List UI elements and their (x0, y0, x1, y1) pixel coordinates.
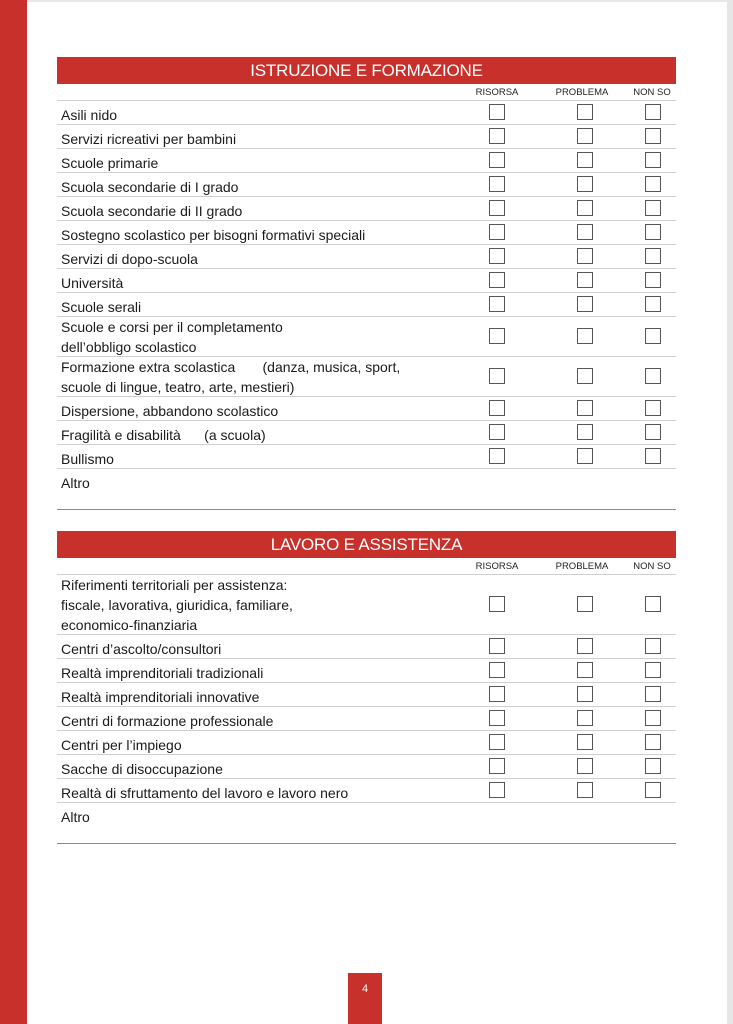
page-top-edge (0, 0, 733, 2)
risorsa-checkbox[interactable] (489, 448, 505, 464)
row-label: Dispersione, abbandono scolastico (61, 403, 279, 419)
non-so-checkbox[interactable] (645, 448, 661, 464)
problema-checkbox[interactable] (577, 638, 593, 654)
non-so-checkbox[interactable] (645, 296, 661, 312)
risorsa-checkbox[interactable] (489, 424, 505, 440)
problema-checkbox[interactable] (577, 248, 593, 264)
non-so-checkbox[interactable] (645, 400, 661, 416)
row-label: Scuola secondarie di I grado (61, 179, 239, 195)
non-so-checkbox[interactable] (645, 782, 661, 798)
problema-checkbox[interactable] (577, 328, 593, 344)
non-so-checkbox[interactable] (645, 686, 661, 702)
row-label: Realtà imprenditoriali tradizionali (61, 665, 264, 681)
question-row (57, 197, 676, 221)
row-label: Servizi di dopo-scuola (61, 251, 198, 267)
section-title: LAVORO E ASSISTENZA (57, 531, 676, 558)
question-row (57, 731, 676, 755)
non-so-checkbox[interactable] (645, 638, 661, 654)
non-so-checkbox[interactable] (645, 710, 661, 726)
problema-checkbox[interactable] (577, 272, 593, 288)
question-row (57, 269, 676, 293)
question-row (57, 149, 676, 173)
column-headers (57, 558, 676, 575)
non-so-checkbox[interactable] (645, 734, 661, 750)
risorsa-checkbox[interactable] (489, 272, 505, 288)
risorsa-checkbox[interactable] (489, 368, 505, 384)
problema-checkbox[interactable] (577, 128, 593, 144)
problema-checkbox[interactable] (577, 686, 593, 702)
question-row (57, 357, 676, 397)
row-label: Scuola secondarie di II grado (61, 203, 243, 219)
question-row (57, 317, 676, 357)
problema-checkbox[interactable] (577, 758, 593, 774)
problema-checkbox[interactable] (577, 368, 593, 384)
problema-checkbox[interactable] (577, 200, 593, 216)
other-label: Altro (61, 475, 90, 491)
column-risorsa: RISORSA (475, 561, 519, 572)
column-risorsa: RISORSA (475, 87, 519, 98)
problema-checkbox[interactable] (577, 448, 593, 464)
non-so-checkbox[interactable] (645, 368, 661, 384)
left-accent-stripe (0, 0, 27, 1024)
row-label: Asili nido (61, 107, 118, 123)
other-row[interactable] (57, 803, 676, 843)
problema-checkbox[interactable] (577, 176, 593, 192)
other-label: Altro (61, 809, 90, 825)
row-label: Centri d’ascolto/consultori (61, 641, 222, 657)
question-row (57, 707, 676, 731)
risorsa-checkbox[interactable] (489, 224, 505, 240)
row-label: Sacche di disoccupazione (61, 761, 223, 777)
page-number: 4 (361, 983, 369, 995)
row-label: Università (61, 275, 124, 291)
risorsa-checkbox[interactable] (489, 128, 505, 144)
non-so-checkbox[interactable] (645, 328, 661, 344)
section-divider (57, 509, 676, 510)
question-row (57, 245, 676, 269)
non-so-checkbox[interactable] (645, 224, 661, 240)
question-row (57, 779, 676, 803)
row-label: Formazione extra scolastica (danza, musica, sport, scuole di lingue, teatro, arte, mestieri) (61, 359, 401, 395)
row-label: Riferimenti territoriali per assistenza: fiscale, lavorativa, giuridica, familiare, economico-finanziaria (61, 577, 293, 633)
risorsa-checkbox[interactable] (489, 596, 505, 612)
problema-checkbox[interactable] (577, 400, 593, 416)
question-row (57, 221, 676, 245)
column-problema: PROBLEMA (555, 561, 609, 572)
section-lavoro (57, 531, 676, 844)
section-divider (57, 843, 676, 844)
risorsa-checkbox[interactable] (489, 662, 505, 678)
row-label: Scuole e corsi per il completamento dell’obbligo scolastico (61, 319, 283, 355)
problema-checkbox[interactable] (577, 104, 593, 120)
section-istruzione (57, 57, 676, 510)
question-row (57, 755, 676, 779)
problema-checkbox[interactable] (577, 224, 593, 240)
problema-checkbox[interactable] (577, 152, 593, 168)
non-so-checkbox[interactable] (645, 128, 661, 144)
column-headers (57, 84, 676, 101)
risorsa-checkbox[interactable] (489, 328, 505, 344)
risorsa-checkbox[interactable] (489, 686, 505, 702)
row-label: Fragilità e disabilità (a scuola) (61, 427, 266, 443)
question-row (57, 683, 676, 707)
row-label: Centri di formazione professionale (61, 713, 274, 729)
risorsa-checkbox[interactable] (489, 152, 505, 168)
question-row (57, 125, 676, 149)
non-so-checkbox[interactable] (645, 104, 661, 120)
question-row (57, 173, 676, 197)
section-title: ISTRUZIONE E FORMAZIONE (57, 57, 676, 84)
problema-checkbox[interactable] (577, 596, 593, 612)
row-label: Centri per l’impiego (61, 737, 182, 753)
problema-checkbox[interactable] (577, 782, 593, 798)
column-non-so: NON SO (633, 561, 671, 572)
non-so-checkbox[interactable] (645, 248, 661, 264)
risorsa-checkbox[interactable] (489, 758, 505, 774)
risorsa-checkbox[interactable] (489, 400, 505, 416)
non-so-checkbox[interactable] (645, 662, 661, 678)
risorsa-checkbox[interactable] (489, 782, 505, 798)
risorsa-checkbox[interactable] (489, 734, 505, 750)
row-label: Sostegno scolastico per bisogni formativi speciali (61, 227, 366, 243)
non-so-checkbox[interactable] (645, 596, 661, 612)
non-so-checkbox[interactable] (645, 758, 661, 774)
row-label: Servizi ricreativi per bambini (61, 131, 237, 147)
row-label: Scuole primarie (61, 155, 159, 171)
question-row (57, 635, 676, 659)
problema-checkbox[interactable] (577, 710, 593, 726)
risorsa-checkbox[interactable] (489, 248, 505, 264)
question-row (57, 101, 676, 125)
non-so-checkbox[interactable] (645, 272, 661, 288)
problema-checkbox[interactable] (577, 662, 593, 678)
non-so-checkbox[interactable] (645, 200, 661, 216)
non-so-checkbox[interactable] (645, 176, 661, 192)
risorsa-checkbox[interactable] (489, 710, 505, 726)
problema-checkbox[interactable] (577, 424, 593, 440)
question-row (57, 293, 676, 317)
column-problema: PROBLEMA (555, 87, 609, 98)
row-label: Bullismo (61, 451, 114, 467)
risorsa-checkbox[interactable] (489, 104, 505, 120)
row-label: Scuole serali (61, 299, 142, 315)
problema-checkbox[interactable] (577, 734, 593, 750)
row-label: Realtà di sfruttamento del lavoro e lavoro nero (61, 785, 349, 801)
page-right-edge (727, 0, 733, 1024)
row-label: Realtà imprenditoriali innovative (61, 689, 260, 705)
risorsa-checkbox[interactable] (489, 296, 505, 312)
question-row (57, 659, 676, 683)
question-row (57, 421, 676, 445)
risorsa-checkbox[interactable] (489, 638, 505, 654)
risorsa-checkbox[interactable] (489, 176, 505, 192)
other-row[interactable] (57, 469, 676, 509)
problema-checkbox[interactable] (577, 296, 593, 312)
question-row (57, 575, 676, 635)
non-so-checkbox[interactable] (645, 424, 661, 440)
column-non-so: NON SO (633, 87, 671, 98)
question-row (57, 397, 676, 421)
non-so-checkbox[interactable] (645, 152, 661, 168)
page-number-tab (348, 973, 382, 1024)
question-row (57, 445, 676, 469)
risorsa-checkbox[interactable] (489, 200, 505, 216)
